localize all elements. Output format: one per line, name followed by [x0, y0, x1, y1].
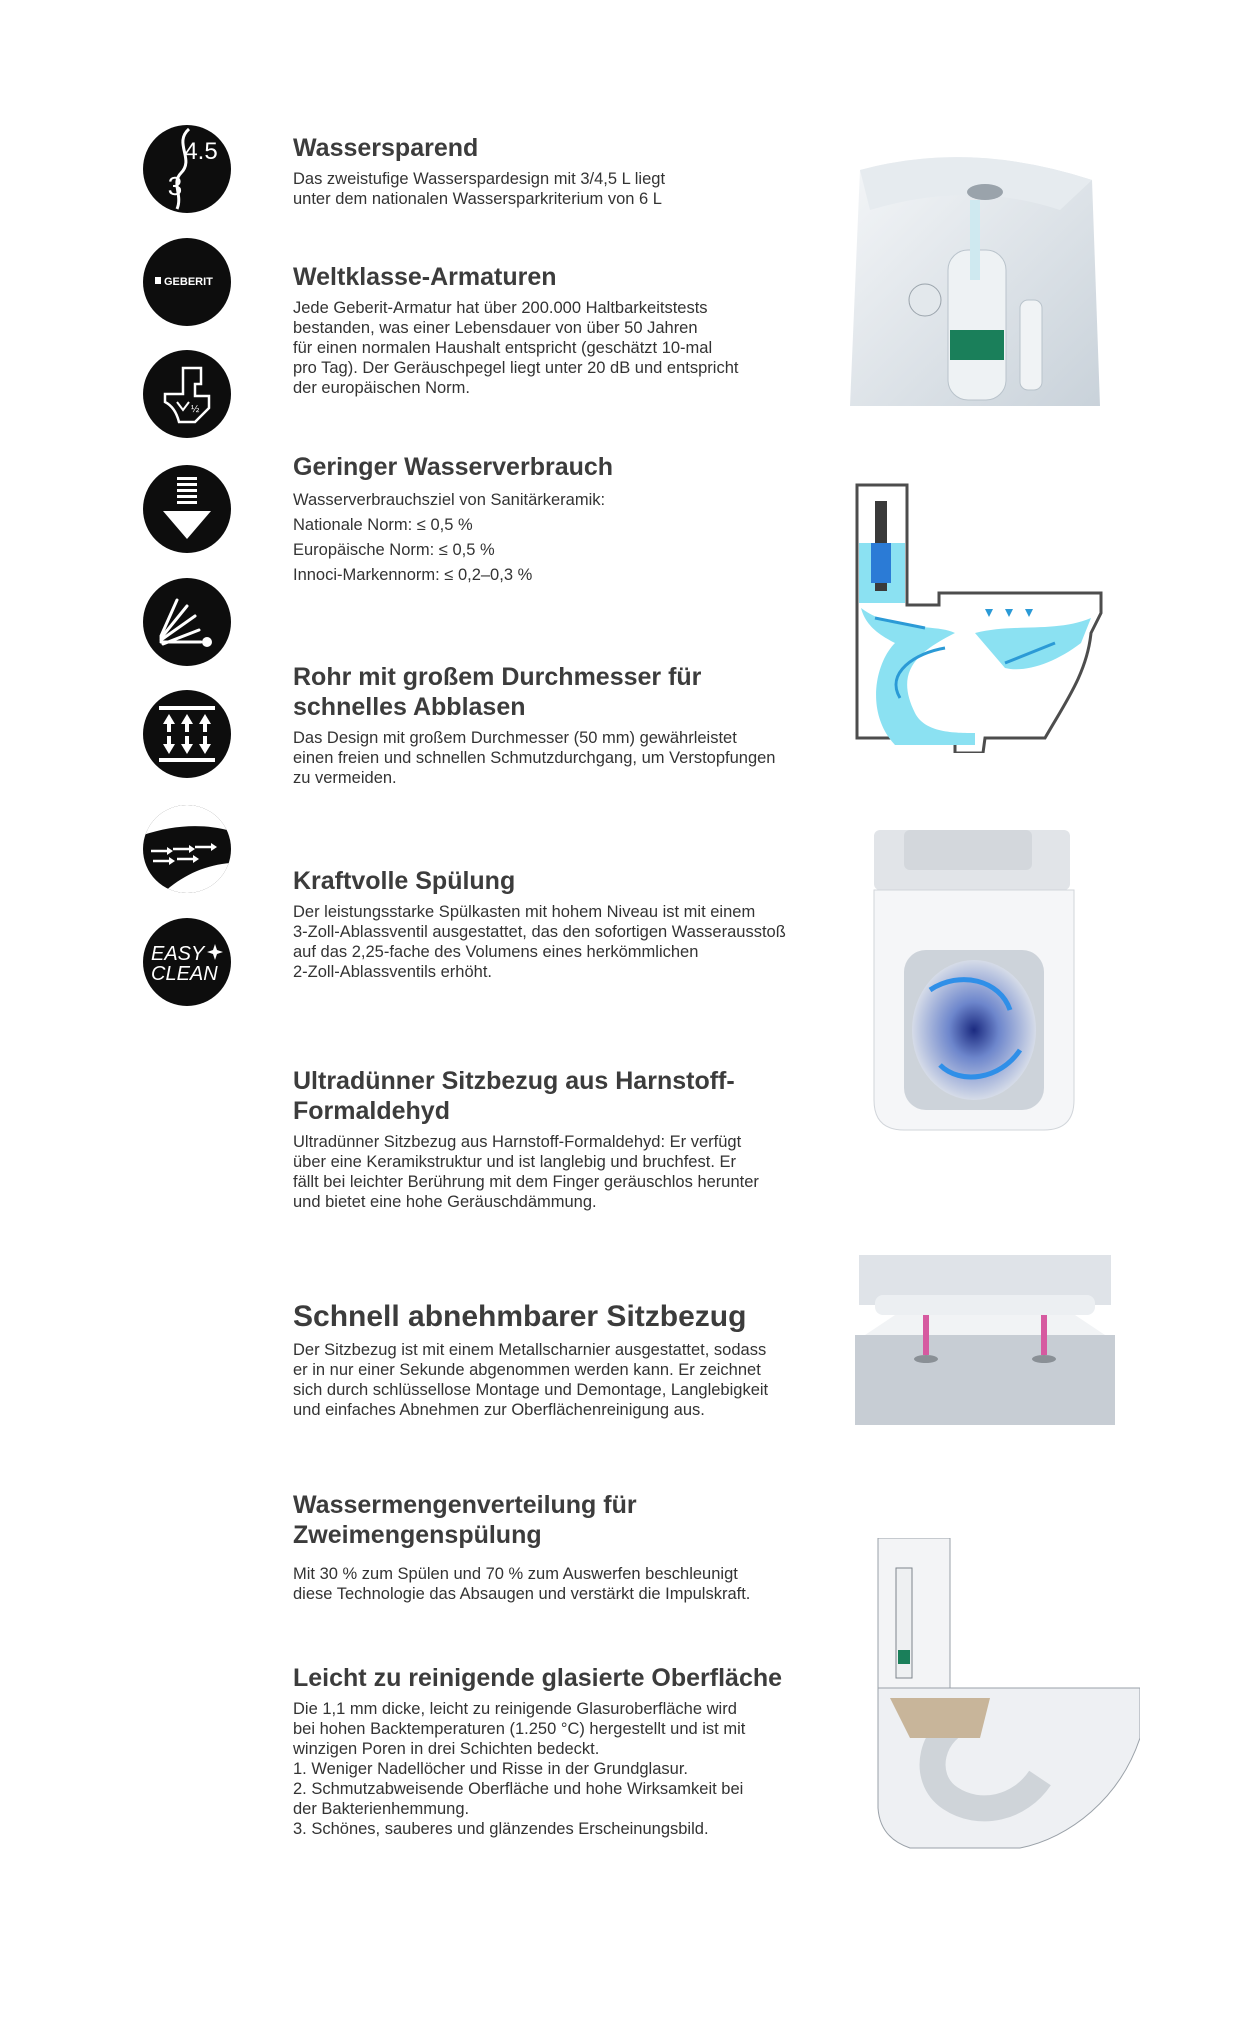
section-title: Wassermengenverteilung für Zweimengenspülung — [293, 1491, 637, 1549]
water-saving-icon — [143, 125, 231, 213]
section-body: Der Sitzbezug ist mit einem Metallscharnier ausgestattet, sodass er in nur einer Sekunde abgenommen werden kann. Er zeichnet sich durch schlüssellose Montage und Demontage, Langlebigkeit und einfaches Abnehmen zur Oberflächenreinigung aus. — [293, 1341, 769, 1419]
cutaway-toilet-image — [870, 1538, 1140, 1858]
verbrauch-line: Europäische Norm: ≤ 0,5 % — [293, 541, 495, 559]
bowl-swirl-image — [860, 830, 1090, 1135]
toilet-tank-icon — [143, 350, 231, 438]
section-body: Jede Geberit-Armatur hat über 200.000 Haltbarkeitstests bestanden, was einer Lebensdauer von über 50 Jahren für einen normalen Haushalt entspricht (geschätzt 10-mal pro Tag). Der Geräuschpegel liegt unter 20 dB und entspricht der europäischen Norm. — [293, 299, 739, 397]
easy-clean-line1: EASY — [151, 943, 205, 965]
down-arrow-icon — [143, 465, 231, 553]
section-body: Der leistungsstarke Spülkasten mit hohem Niveau ist mit einem 3-Zoll-Ablassventil ausgestattet, das den sofortigen Wasserausstoß auf das 2,25-fache des Volumens eines herkömmlichen 2-Zoll-Ablassventils erhöht. — [293, 903, 786, 981]
flush-diagram-image — [855, 483, 1105, 753]
section-body: Das Design mit großem Durchmesser (50 mm) gewährleistet einen freien und schnellen Schmutzdurchgang, um Verstopfungen zu vermeiden. — [293, 729, 776, 787]
seat-hinge-image — [855, 1255, 1115, 1425]
verbrauch-line: Nationale Norm: ≤ 0,5 % — [293, 516, 473, 534]
section-title: Weltklasse-Armaturen — [293, 263, 557, 291]
geberit-logo-icon — [143, 238, 231, 326]
section-body: Die 1,1 mm dicke, leicht zu reinigende Glasuroberfläche wird bei hohen Backtemperaturen (1.250 °C) hergestellt und ist mit winzigen Poren in drei Schichten bedeckt. 1. Weniger Nadellöcher und Risse in der Grundglasur. 2. Schmutzabweisende Oberfläche und hohe Wirksamkeit bei der Bakterienhemmung. 3. Schönes, sauberes und glänzendes Erscheinungsbild. — [293, 1700, 746, 1838]
section-armaturen — [293, 262, 833, 398]
water-saving-top-label: 4.5 — [184, 138, 218, 165]
section-verteilung — [293, 1490, 833, 1604]
section-rohr — [293, 662, 833, 788]
section-body: Das zweistufige Wasserspardesign mit 3/4,5 L liegt unter dem nationalen Wassersparkriterium von 6 L — [293, 170, 666, 208]
section-title: Schnell abnehmbarer Sitzbezug — [293, 1300, 747, 1333]
section-oberflaeche — [293, 1663, 833, 1839]
section-title: Geringer Wasserverbrauch — [293, 453, 614, 481]
section-abnehmbar — [293, 1300, 833, 1420]
section-body: Mit 30 % zum Spülen und 70 % zum Auswerfen beschleunigt diese Technologie das Absaugen und verstärkt die Impulskraft. — [293, 1565, 751, 1603]
verbrauch-line: Innoci-Markennorm: ≤ 0,2–0,3 % — [293, 566, 533, 584]
section-title: Wassersparend — [293, 134, 479, 162]
section-title: Kraftvolle Spülung — [293, 867, 516, 895]
section-verbrauch — [293, 452, 833, 588]
expand-arrows-icon — [143, 690, 231, 778]
section-sitzbezug — [293, 1066, 833, 1212]
section-title: Rohr mit großem Durchmesser für schnelles Abblasen — [293, 663, 702, 721]
easy-clean-line2: CLEAN — [151, 963, 218, 985]
spray-icon — [143, 578, 231, 666]
verbrauch-line: Wasserverbrauchsziel von Sanitärkeramik: — [293, 491, 606, 509]
geberit-logo-text: GEBERIT — [164, 276, 213, 288]
flow-arrows-icon — [143, 805, 231, 893]
svg-text:½: ½ — [191, 404, 200, 415]
easy-clean-icon — [143, 918, 231, 1006]
section-title: Ultradünner Sitzbezug aus Harnstoff- Formaldehyd — [293, 1067, 735, 1125]
water-saving-bottom-label: 3 — [167, 171, 183, 201]
cistern-fitting-image — [830, 140, 1112, 406]
section-wassersparend — [293, 133, 833, 209]
section-body: Ultradünner Sitzbezug aus Harnstoff-Formaldehyd: Er verfügt über eine Keramikstruktur und ist langlebig und bruchfest. Er fällt bei leichter Berührung mit dem Finger geräuschlos herunter und bietet eine hohe Geräuschdämmung. — [293, 1133, 759, 1211]
section-spuelung — [293, 866, 833, 982]
section-title: Leicht zu reinigende glasierte Oberfläche — [293, 1664, 783, 1692]
